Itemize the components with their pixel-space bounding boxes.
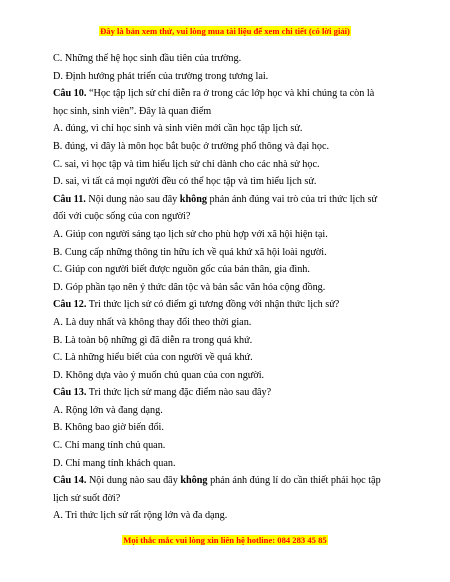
q12-option-a: A. Là duy nhất và không thay đổi theo thời gian. bbox=[53, 316, 252, 328]
q10-option-c: C. sai, vì học tập và tìm hiểu lịch sử chỉ dành cho các nhà sử học. bbox=[53, 158, 320, 170]
q12-option-c: C. Là những hiểu biết của con người về quá khứ. bbox=[53, 352, 253, 364]
document-body bbox=[53, 50, 403, 525]
q10-option-a: A. đúng, vì chỉ học sinh và sinh viên mới cần học tập lịch sử. bbox=[53, 123, 303, 135]
q13-option-c: C. Chỉ mang tính chủ quan. bbox=[53, 440, 166, 452]
hotline-banner bbox=[0, 535, 450, 545]
q12-option-b: B. Là toàn bộ những gì đã diễn ra trong quá khứ. bbox=[53, 334, 253, 346]
question-14-keyword: không bbox=[180, 475, 208, 487]
q11-option-c: C. Giúp con người biết được nguồn gốc của bản thân, gia đình. bbox=[53, 264, 310, 276]
q12-option-d: D. Không dựa vào ý muốn chủ quan của con người. bbox=[53, 369, 265, 381]
preview-notice-text: Đây là bản xem thử, vui lòng mua tài liệu để xem chi tiết (có lời giải) bbox=[100, 26, 350, 36]
preview-notice-banner bbox=[0, 26, 450, 36]
q9-option-c: C. Những thế hệ học sinh đầu tiên của trường. bbox=[53, 53, 242, 64]
question-14-text-pre: Nội dung nào sau đây bbox=[86, 475, 181, 487]
q10-option-d: D. sai, vì tất cả mọi người đều có thể học tập và tìm hiểu lịch sử. bbox=[53, 176, 317, 188]
question-11-text-pre: Nội dung nào sau đây bbox=[85, 193, 180, 205]
question-13-label: Câu 13. bbox=[53, 387, 87, 399]
question-14-label: Câu 14. bbox=[53, 475, 87, 487]
q13-option-d: D. Chỉ mang tính khách quan. bbox=[53, 457, 176, 469]
question-11 bbox=[53, 191, 403, 209]
question-14 bbox=[53, 472, 403, 490]
question-13 bbox=[53, 384, 403, 402]
question-11-keyword: không bbox=[179, 193, 207, 205]
q11-option-b: B. Cung cấp những thông tin hữu ích về quá khứ xã hội loài người. bbox=[53, 246, 327, 258]
question-14-text-post: phản ánh đúng lí do cần thiết phải học tập bbox=[207, 475, 381, 487]
question-13-text: Tri thức lịch sử mang đặc điểm nào sau đây? bbox=[86, 387, 272, 399]
hotline-text: Mọi thắc mắc vui lòng xin liên hệ hotline: 084 283 45 85 bbox=[123, 535, 327, 545]
question-12-text: Tri thức lịch sử có điểm gì tương đồng với nhận thức lịch sử? bbox=[86, 299, 340, 311]
question-11-text-cont: đối với cuộc sống của con người? bbox=[53, 211, 191, 223]
question-12-label: Câu 12. bbox=[53, 299, 87, 311]
question-10-text-cont: học sinh, sinh viên”. Đây là quan điểm bbox=[53, 105, 212, 117]
q11-option-d: D. Góp phần tạo nên ý thức dân tộc và bản sắc văn hóa cộng đồng. bbox=[53, 281, 326, 293]
question-11-label: Câu 11. bbox=[53, 193, 86, 205]
q13-option-b: B. Không bao giờ biến đổi. bbox=[53, 422, 164, 434]
question-12 bbox=[53, 296, 403, 314]
question-10 bbox=[53, 85, 403, 103]
q9-option-d: D. Định hướng phát triển của trường trong tương lai. bbox=[53, 70, 269, 82]
q14-option-a: A. Tri thức lịch sử rất rộng lớn và đa dạng. bbox=[53, 510, 228, 522]
question-11-text-post: phản ánh đúng vai trò của tri thức lịch sử bbox=[206, 193, 378, 205]
question-10-text: “Học tập lịch sử chỉ diễn ra ở trong các lớp học và khi chúng ta còn là bbox=[86, 88, 375, 100]
q13-option-a: A. Rộng lớn và đang dạng. bbox=[53, 404, 163, 416]
question-10-label: Câu 10. bbox=[53, 88, 87, 100]
question-14-text-cont: lịch sử suốt đời? bbox=[53, 492, 121, 504]
q11-option-a: A. Giúp con người sáng tạo lịch sử cho phù hợp với xã hội hiện tại. bbox=[53, 228, 328, 240]
q10-option-b: B. đúng, vì đây là môn học bắt buộc ở trường phổ thông và đại học. bbox=[53, 140, 330, 152]
